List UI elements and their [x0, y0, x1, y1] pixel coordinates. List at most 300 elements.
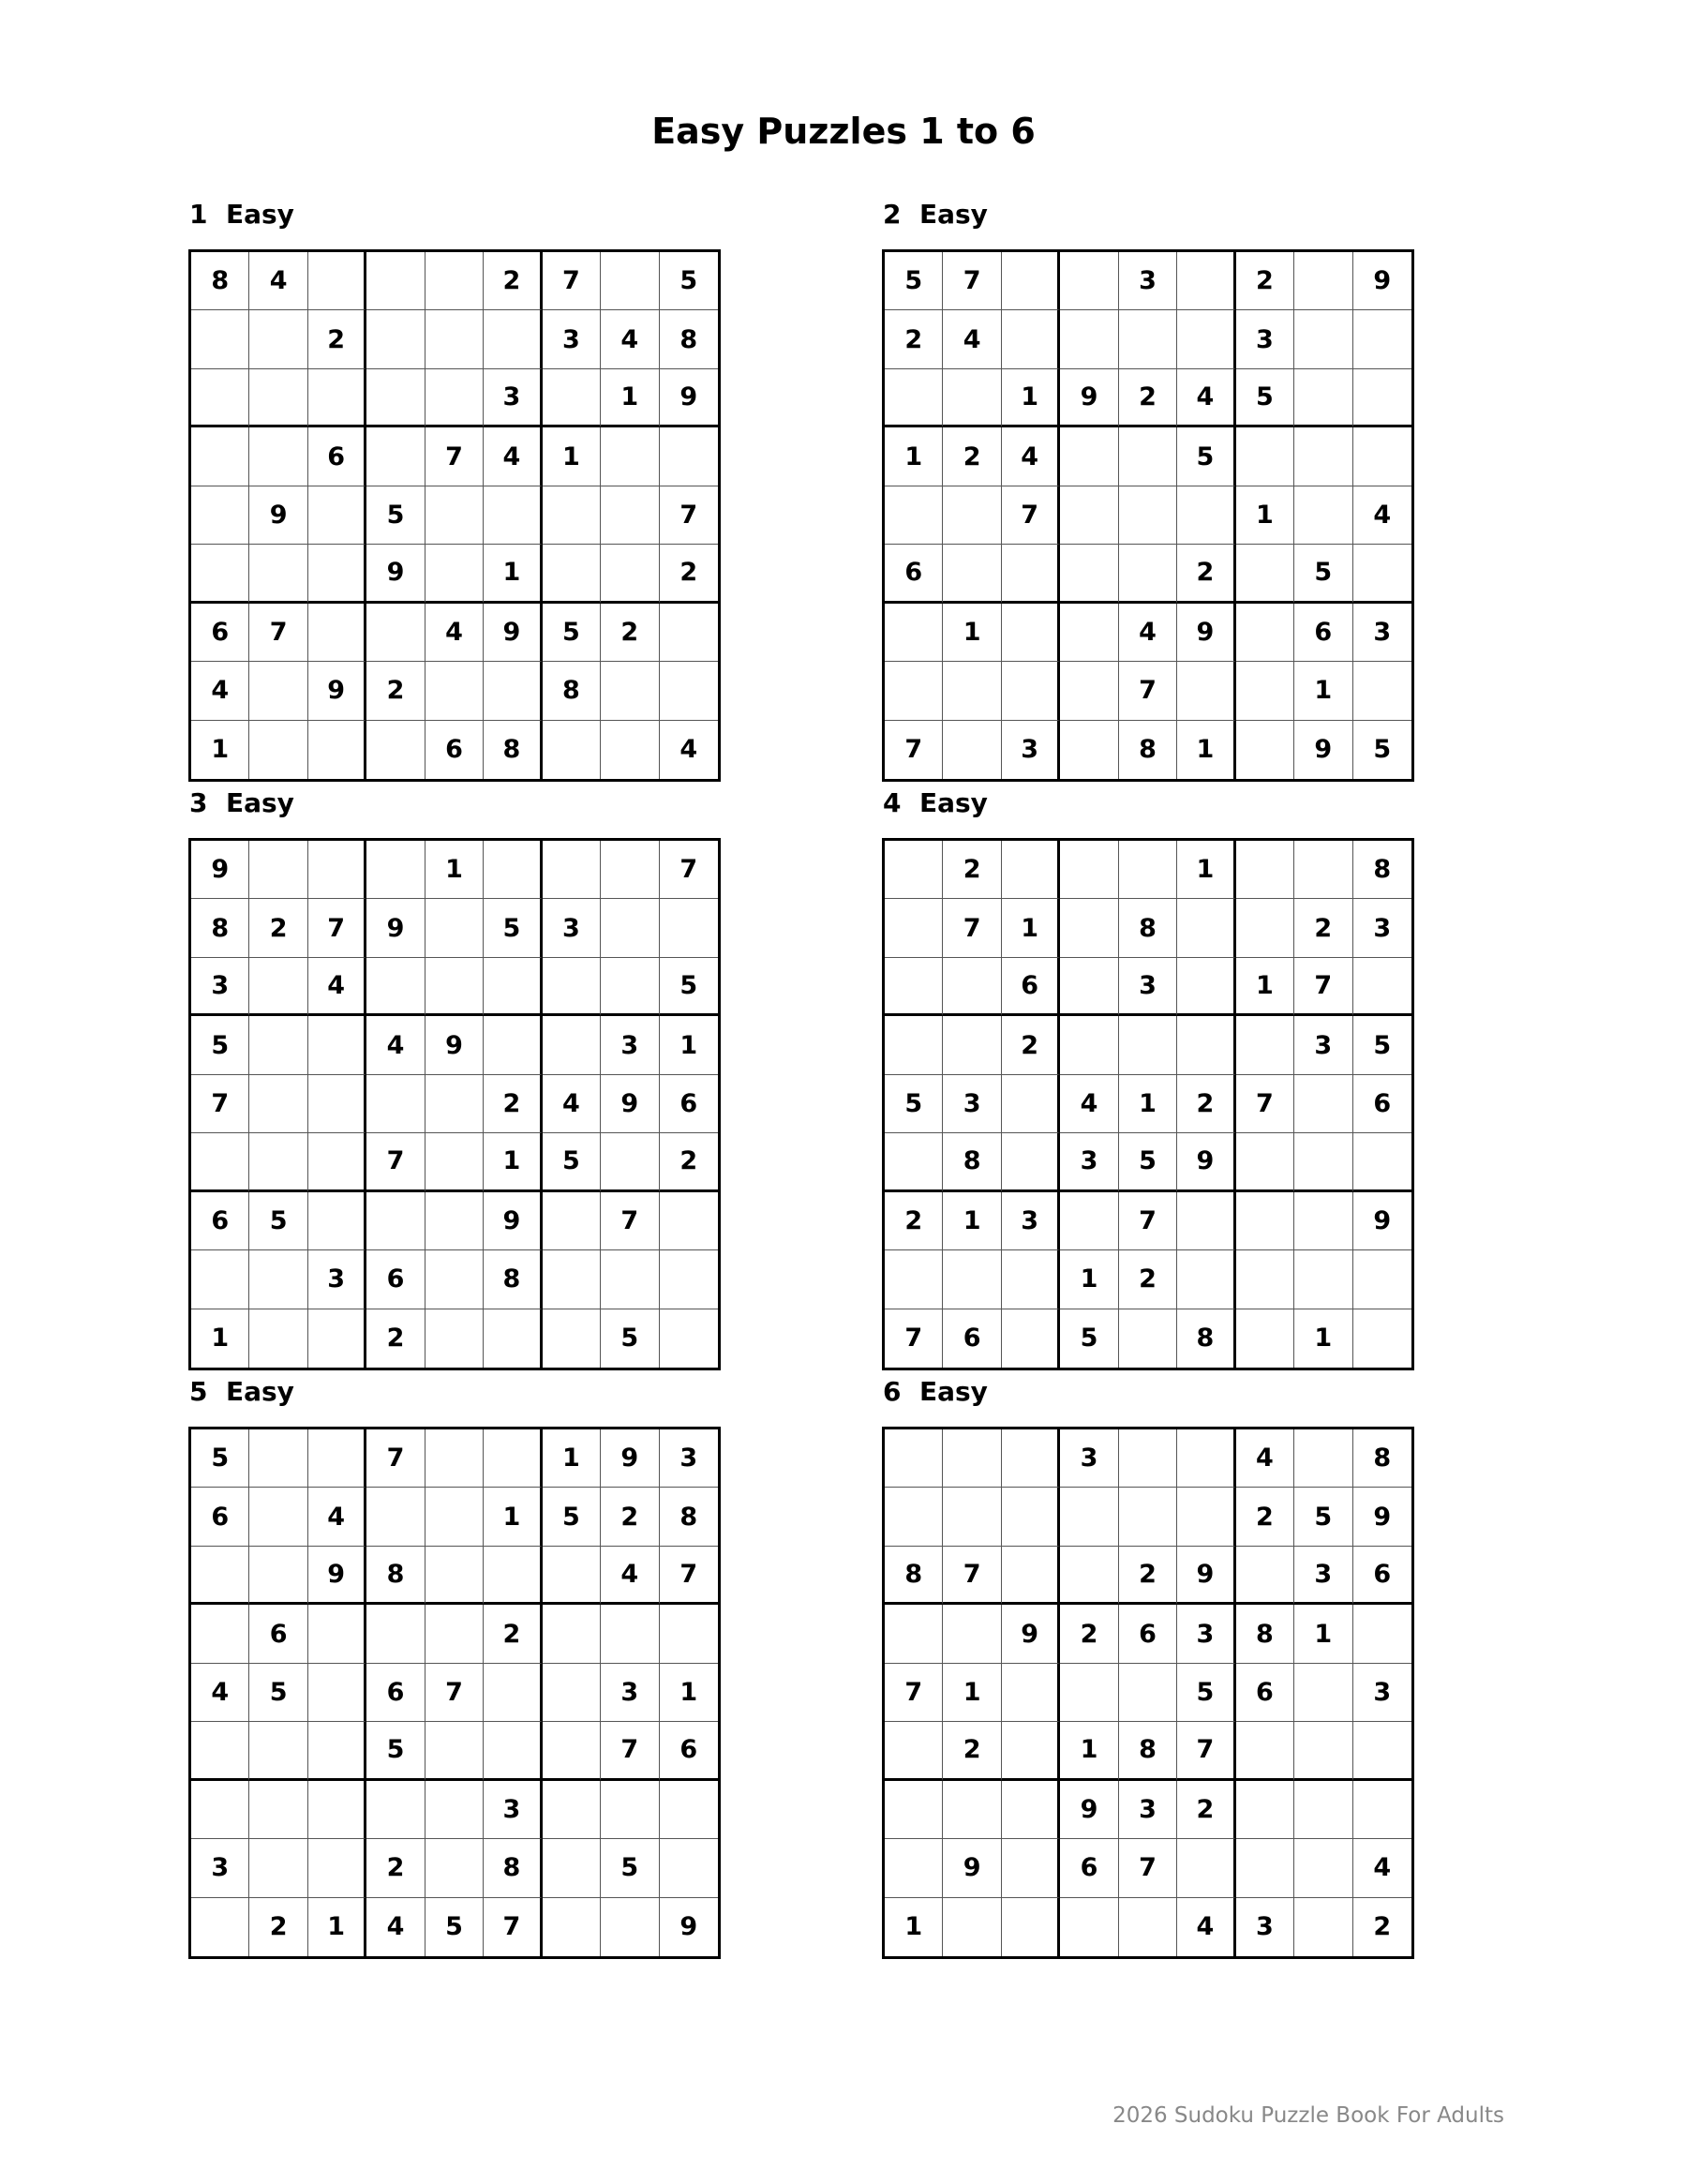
sudoku-cell: 5 [543, 604, 601, 662]
sudoku-cell [425, 1488, 484, 1546]
sudoku-cell: 3 [1236, 310, 1294, 368]
sudoku-cell [543, 1309, 601, 1368]
sudoku-cell [1002, 1250, 1060, 1309]
sudoku-cell: 6 [660, 1722, 718, 1780]
sudoku-cell [249, 1075, 307, 1133]
sudoku-cell: 1 [1236, 958, 1294, 1016]
sudoku-cell: 2 [943, 841, 1001, 899]
sudoku-cell: 5 [1353, 1016, 1411, 1074]
sudoku-cell: 5 [249, 1664, 307, 1722]
sudoku-cell: 9 [1002, 1605, 1060, 1663]
sudoku-cell [249, 1250, 307, 1309]
sudoku-cell [943, 369, 1001, 427]
sudoku-cell: 8 [191, 252, 249, 310]
sudoku-cell [1353, 310, 1411, 368]
sudoku-cell [1353, 545, 1411, 603]
sudoku-cell [1294, 1075, 1352, 1133]
sudoku-cell: 8 [484, 1839, 542, 1897]
sudoku-cell [1060, 1488, 1118, 1546]
sudoku-cell [1236, 1839, 1294, 1897]
sudoku-cell: 7 [601, 1722, 659, 1780]
sudoku-cell: 1 [484, 545, 542, 603]
sudoku-cell: 5 [1060, 1309, 1118, 1368]
sudoku-cell [191, 1547, 249, 1605]
sudoku-cell: 5 [366, 1722, 425, 1780]
sudoku-cell [425, 1192, 484, 1250]
sudoku-cell [1353, 427, 1411, 486]
sudoku-cell [425, 486, 484, 545]
sudoku-cell [249, 1133, 307, 1191]
sudoku-cell [249, 841, 307, 899]
sudoku-cell [1236, 1192, 1294, 1250]
sudoku-cell: 7 [1236, 1075, 1294, 1133]
sudoku-cell [1002, 1133, 1060, 1191]
sudoku-cell [1119, 486, 1177, 545]
sudoku-cell [425, 1839, 484, 1897]
sudoku-cell [601, 1133, 659, 1191]
sudoku-cell: 4 [1002, 427, 1060, 486]
sudoku-cell [601, 1781, 659, 1839]
sudoku-cell [1060, 1898, 1118, 1956]
sudoku-cell [484, 841, 542, 899]
sudoku-cell: 6 [191, 1192, 249, 1250]
sudoku-cell [1060, 662, 1118, 720]
sudoku-cell [660, 1605, 718, 1663]
sudoku-cell: 7 [249, 604, 307, 662]
sudoku-cell: 6 [425, 721, 484, 779]
sudoku-cell: 6 [1353, 1075, 1411, 1133]
sudoku-cell: 3 [543, 899, 601, 957]
sudoku-cell [543, 1722, 601, 1780]
sudoku-cell: 4 [1119, 604, 1177, 662]
sudoku-cell: 6 [660, 1075, 718, 1133]
sudoku-cell [1002, 1898, 1060, 1956]
sudoku-grid [188, 249, 721, 782]
sudoku-cell [249, 1429, 307, 1488]
sudoku-cell: 3 [543, 310, 601, 368]
sudoku-cell: 6 [1353, 1547, 1411, 1605]
sudoku-cell: 7 [943, 1547, 1001, 1605]
sudoku-cell: 4 [1060, 1075, 1118, 1133]
sudoku-cell: 2 [1177, 545, 1235, 603]
sudoku-cell [1236, 662, 1294, 720]
sudoku-cell [1002, 545, 1060, 603]
sudoku-cell: 7 [1119, 662, 1177, 720]
sudoku-cell [484, 1309, 542, 1368]
page-title: Easy Puzzles 1 to 6 [651, 111, 1036, 152]
sudoku-cell [885, 486, 943, 545]
sudoku-cell: 6 [1060, 1839, 1118, 1897]
sudoku-cell: 4 [1177, 1898, 1235, 1956]
sudoku-cell: 6 [191, 1488, 249, 1546]
sudoku-cell [1060, 604, 1118, 662]
sudoku-cell [943, 1898, 1001, 1956]
sudoku-cell [1119, 1429, 1177, 1488]
sudoku-cell: 3 [1353, 1664, 1411, 1722]
sudoku-cell [1294, 841, 1352, 899]
sudoku-cell [943, 1488, 1001, 1546]
sudoku-cell [943, 486, 1001, 545]
sudoku-cell: 7 [1177, 1722, 1235, 1780]
sudoku-cell: 3 [484, 369, 542, 427]
sudoku-cell [191, 310, 249, 368]
sudoku-cell [885, 1250, 943, 1309]
sudoku-cell: 1 [308, 1898, 366, 1956]
sudoku-cell [660, 1192, 718, 1250]
sudoku-grid [882, 249, 1414, 782]
sudoku-cell [1002, 310, 1060, 368]
sudoku-cell [601, 958, 659, 1016]
sudoku-cell [249, 427, 307, 486]
sudoku-cell [366, 1192, 425, 1250]
sudoku-cell [249, 1781, 307, 1839]
sudoku-cell: 1 [943, 604, 1001, 662]
sudoku-cell [1353, 1781, 1411, 1839]
sudoku-cell [601, 899, 659, 957]
sudoku-cell: 9 [1060, 1781, 1118, 1839]
sudoku-cell [308, 841, 366, 899]
sudoku-cell: 2 [484, 1075, 542, 1133]
sudoku-cell: 3 [601, 1664, 659, 1722]
sudoku-cell: 5 [543, 1488, 601, 1546]
sudoku-cell [191, 1898, 249, 1956]
sudoku-cell [943, 721, 1001, 779]
sudoku-cell [191, 369, 249, 427]
sudoku-cell: 8 [660, 1488, 718, 1546]
sudoku-cell: 6 [1294, 604, 1352, 662]
sudoku-cell: 2 [1373, 1912, 1392, 1942]
sudoku-cell [366, 1075, 425, 1133]
sudoku-cell [484, 958, 542, 1016]
sudoku-cell [308, 1839, 366, 1897]
sudoku-cell: 9 [1353, 1488, 1411, 1546]
sudoku-cell [425, 662, 484, 720]
sudoku-cell: 4 [191, 1664, 249, 1722]
sudoku-cell: 5 [1236, 369, 1294, 427]
sudoku-cell: 9 [366, 899, 425, 957]
sudoku-cell [249, 721, 307, 779]
sudoku-cell: 8 [1236, 1605, 1294, 1663]
sudoku-cell: 7 [543, 252, 601, 310]
sudoku-cell [425, 1605, 484, 1663]
sudoku-cell [308, 604, 366, 662]
sudoku-cell: 5 [1294, 545, 1352, 603]
sudoku-cell: 3 [1119, 1781, 1177, 1839]
sudoku-cell: 2 [366, 662, 425, 720]
sudoku-cell: 8 [1119, 721, 1177, 779]
sudoku-cell: 2 [660, 1133, 718, 1191]
sudoku-cell: 6 [1236, 1664, 1294, 1722]
sudoku-cell: 8 [1353, 1429, 1411, 1488]
sudoku-cell [1294, 1781, 1352, 1839]
sudoku-cell [366, 310, 425, 368]
sudoku-cell: 3 [1353, 899, 1411, 957]
sudoku-cell: 1 [543, 1429, 601, 1488]
sudoku-cell [1060, 721, 1118, 779]
sudoku-cell [249, 958, 307, 1016]
sudoku-cell: 8 [1353, 841, 1411, 899]
sudoku-cell [1294, 1429, 1352, 1488]
sudoku-cell [308, 1016, 366, 1074]
sudoku-cell [1002, 1075, 1060, 1133]
sudoku-cell: 5 [191, 1016, 249, 1074]
sudoku-cell [249, 369, 307, 427]
sudoku-cell [943, 958, 1001, 1016]
sudoku-cell [308, 545, 366, 603]
sudoku-cell [425, 1309, 484, 1368]
sudoku-cell: 1 [191, 721, 249, 779]
sudoku-cell [191, 486, 249, 545]
sudoku-cell [308, 1192, 366, 1250]
sudoku-cell: 3 [1294, 1016, 1352, 1074]
sudoku-cell [308, 369, 366, 427]
sudoku-cell [425, 369, 484, 427]
sudoku-cell [943, 1605, 1001, 1663]
sudoku-cell [425, 1722, 484, 1780]
sudoku-cell [425, 252, 484, 310]
sudoku-cell [1294, 427, 1352, 486]
sudoku-cell [543, 545, 601, 603]
sudoku-cell: 2 [1119, 1250, 1177, 1309]
sudoku-cell [1002, 1547, 1060, 1605]
sudoku-cell: 7 [943, 899, 1001, 957]
sudoku-cell [543, 1250, 601, 1309]
sudoku-cell [1294, 1664, 1352, 1722]
sudoku-cell [249, 662, 307, 720]
sudoku-cell [885, 662, 943, 720]
sudoku-cell: 3 [1294, 1547, 1352, 1605]
sudoku-cell [308, 1429, 366, 1488]
sudoku-cell: 2 [249, 899, 307, 957]
sudoku-cell: 9 [1353, 252, 1411, 310]
sudoku-cell: 1 [1177, 721, 1235, 779]
puzzle-label: 3 Easy [189, 787, 294, 818]
sudoku-cell: 4 [1236, 1429, 1294, 1488]
sudoku-cell: 3 [191, 1839, 249, 1897]
sudoku-cell: 4 [308, 958, 366, 1016]
sudoku-cell: 3 [660, 1429, 718, 1488]
sudoku-cell [943, 545, 1001, 603]
sudoku-cell: 5 [601, 1839, 659, 1897]
sudoku-cell: 8 [943, 1133, 1001, 1191]
sudoku-cell [885, 1488, 943, 1546]
sudoku-cell [1236, 1250, 1294, 1309]
sudoku-cell [366, 841, 425, 899]
sudoku-cell: 4 [308, 1488, 366, 1546]
sudoku-cell [543, 1781, 601, 1839]
sudoku-cell [1236, 1016, 1294, 1074]
sudoku-cell [1060, 899, 1118, 957]
sudoku-cell: 6 [249, 1605, 307, 1663]
sudoku-cell [1177, 1488, 1235, 1546]
sudoku-cell [943, 1250, 1001, 1309]
sudoku-grid [188, 838, 721, 1370]
sudoku-cell [308, 486, 366, 545]
sudoku-cell [191, 1722, 249, 1780]
sudoku-cell [484, 1722, 542, 1780]
sudoku-cell [249, 1547, 307, 1605]
sudoku-cell [1060, 486, 1118, 545]
sudoku-cell: 3 [943, 1075, 1001, 1133]
sudoku-cell [885, 1605, 943, 1663]
sudoku-cell: 4 [249, 252, 307, 310]
sudoku-cell [366, 1488, 425, 1546]
sudoku-cell: 4 [484, 427, 542, 486]
sudoku-cell [1002, 1839, 1060, 1897]
sudoku-cell: 6 [191, 604, 249, 662]
sudoku-cell [1060, 252, 1118, 310]
sudoku-cell: 1 [943, 1192, 1001, 1250]
sudoku-cell: 7 [1119, 1839, 1177, 1897]
sudoku-cell [1177, 486, 1235, 545]
sudoku-cell [308, 1722, 366, 1780]
sudoku-cell: 2 [249, 1898, 307, 1956]
sudoku-cell: 1 [660, 1016, 718, 1074]
sudoku-cell [943, 1429, 1001, 1488]
sudoku-cell: 6 [1119, 1605, 1177, 1663]
sudoku-cell: 1 [1177, 841, 1235, 899]
sudoku-cell [425, 1133, 484, 1191]
sudoku-cell [885, 1133, 943, 1191]
sudoku-cell: 9 [249, 486, 307, 545]
sudoku-cell: 9 [484, 604, 542, 662]
sudoku-cell: 7 [601, 1192, 659, 1250]
sudoku-cell [885, 841, 943, 899]
sudoku-cell: 8 [1119, 899, 1177, 957]
sudoku-cell [484, 1664, 542, 1722]
sudoku-cell [1119, 310, 1177, 368]
sudoku-cell [1236, 604, 1294, 662]
sudoku-cell [1294, 1192, 1352, 1250]
sudoku-cell [660, 1839, 718, 1897]
sudoku-cell [484, 1016, 542, 1074]
sudoku-cell [885, 1839, 943, 1897]
sudoku-cell: 6 [308, 427, 366, 486]
sudoku-cell [601, 1250, 659, 1309]
sudoku-cell [943, 1016, 1001, 1074]
sudoku-cell [1002, 1722, 1060, 1780]
sudoku-cell: 8 [484, 1250, 542, 1309]
sudoku-cell [308, 1781, 366, 1839]
sudoku-cell: 3 [1002, 1192, 1060, 1250]
sudoku-cell: 3 [1236, 1898, 1294, 1956]
sudoku-cell: 1 [543, 427, 601, 486]
sudoku-cell [308, 252, 366, 310]
sudoku-cell: 7 [366, 1429, 425, 1488]
sudoku-cell [1060, 841, 1118, 899]
sudoku-cell [601, 427, 659, 486]
sudoku-cell [543, 369, 601, 427]
sudoku-cell: 6 [943, 1309, 1001, 1368]
sudoku-cell [249, 1722, 307, 1780]
sudoku-cell [308, 1075, 366, 1133]
sudoku-cell: 3 [1002, 721, 1060, 779]
sudoku-cell [885, 1781, 943, 1839]
sudoku-cell [425, 958, 484, 1016]
sudoku-cell: 4 [425, 604, 484, 662]
sudoku-cell [660, 899, 718, 957]
sudoku-cell [1353, 1133, 1411, 1191]
sudoku-cell: 8 [885, 1547, 943, 1605]
sudoku-cell: 5 [249, 1192, 307, 1250]
sudoku-cell: 1 [601, 369, 659, 427]
sudoku-cell: 5 [885, 1075, 943, 1133]
sudoku-cell: 7 [484, 1898, 542, 1956]
sudoku-cell: 7 [885, 721, 943, 779]
sudoku-cell [1060, 1192, 1118, 1250]
sudoku-cell [660, 604, 718, 662]
sudoku-cell [425, 1429, 484, 1488]
sudoku-cell [366, 1605, 425, 1663]
sudoku-cell: 9 [943, 1839, 1001, 1897]
sudoku-cell: 1 [1236, 486, 1294, 545]
sudoku-cell: 4 [1353, 1839, 1411, 1897]
sudoku-cell: 2 [1002, 1016, 1060, 1074]
sudoku-cell [1119, 1016, 1177, 1074]
sudoku-cell: 8 [484, 721, 542, 779]
sudoku-cell [1294, 486, 1352, 545]
sudoku-cell: 9 [1177, 1133, 1235, 1191]
sudoku-cell [543, 1664, 601, 1722]
sudoku-cell [885, 369, 943, 427]
sudoku-cell: 1 [425, 841, 484, 899]
sudoku-cell [1177, 1192, 1235, 1250]
sudoku-cell: 2 [1119, 1547, 1177, 1605]
sudoku-cell [1294, 1839, 1352, 1897]
sudoku-cell [1060, 427, 1118, 486]
sudoku-cell: 6 [366, 1250, 425, 1309]
sudoku-cell [1177, 1016, 1235, 1074]
sudoku-cell: 2 [1177, 1781, 1235, 1839]
sudoku-cell: 1 [1294, 662, 1352, 720]
sudoku-cell: 5 [660, 958, 718, 1016]
sudoku-cell: 1 [484, 1133, 542, 1191]
sudoku-cell: 4 [191, 662, 249, 720]
sudoku-cell [660, 1250, 718, 1309]
sudoku-cell [1002, 1488, 1060, 1546]
sudoku-cell [1060, 1016, 1118, 1074]
sudoku-cell: 1 [191, 1309, 249, 1368]
sudoku-cell [1353, 662, 1411, 720]
sudoku-cell: 6 [1002, 958, 1060, 1016]
sudoku-cell: 3 [1060, 1429, 1118, 1488]
sudoku-cell: 4 [543, 1075, 601, 1133]
sudoku-cell: 1 [1294, 1605, 1352, 1663]
sudoku-cell [1060, 1664, 1118, 1722]
sudoku-cell [366, 958, 425, 1016]
sudoku-cell: 5 [1373, 735, 1392, 765]
sudoku-cell [1177, 662, 1235, 720]
sudoku-cell [1294, 1133, 1352, 1191]
sudoku-cell [249, 310, 307, 368]
sudoku-cell: 1 [1060, 1250, 1118, 1309]
sudoku-cell: 4 [601, 1547, 659, 1605]
sudoku-cell [543, 721, 601, 779]
sudoku-cell [660, 662, 718, 720]
sudoku-cell [1060, 958, 1118, 1016]
sudoku-cell [1119, 1898, 1177, 1956]
sudoku-cell [1002, 1309, 1060, 1368]
sudoku-cell [885, 958, 943, 1016]
sudoku-cell [660, 1781, 718, 1839]
sudoku-cell: 7 [1002, 486, 1060, 545]
sudoku-cell [1002, 1429, 1060, 1488]
sudoku-cell: 9 [425, 1016, 484, 1074]
sudoku-cell [1060, 1547, 1118, 1605]
sudoku-cell: 2 [484, 1605, 542, 1663]
sudoku-cell [1236, 841, 1294, 899]
sudoku-cell [601, 1605, 659, 1663]
